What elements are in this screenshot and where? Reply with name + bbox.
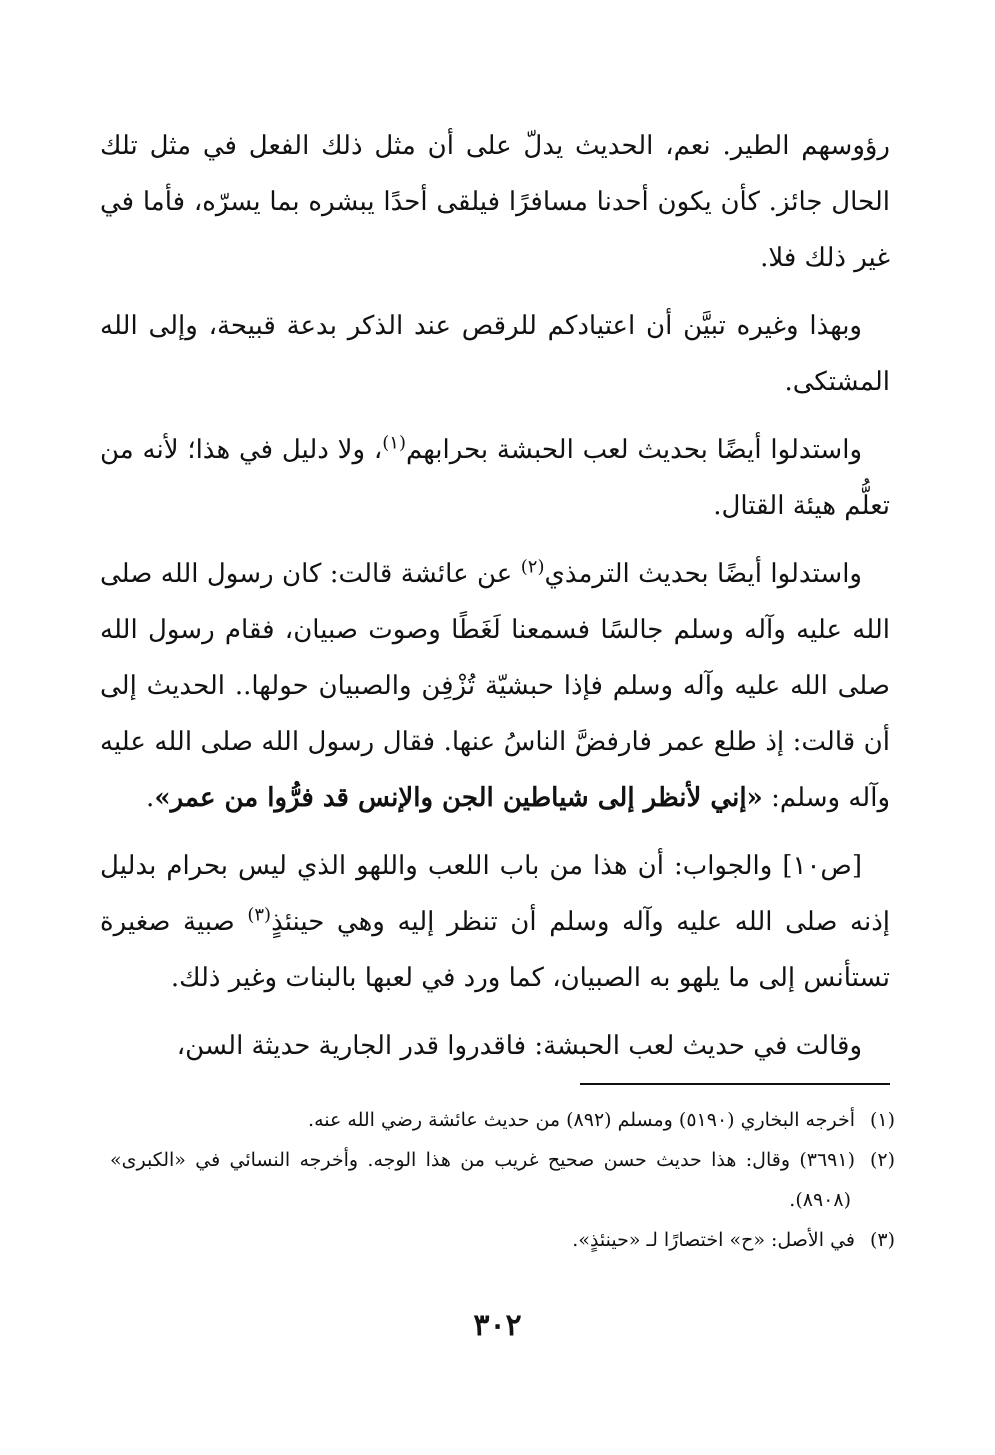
- paragraph-2-text: وبهذا وغيره تبيَّن أن اعتيادكم للرقص عند الذكر بدعة قبيحة، وإلى الله المشتكى.: [100, 311, 890, 397]
- footnote-divider: [580, 1083, 890, 1085]
- main-text: [100, 118, 890, 1086]
- paragraph-2: [100, 298, 890, 410]
- paragraph-4-before: واستدلوا أيضًا بحديث الترمذي: [544, 559, 862, 589]
- paragraph-5-before: [ص١٠] والجواب: أن هذا من باب اللعب واللهو الذي ليس بحرام بدليل إذنه صلى الله عليه وآله وسلم أن تنظر إليه وهي حينئذٍ: [100, 851, 890, 937]
- paragraph-5-after: صبية صغيرة تستأنس إلى ما يلهو به الصبيان، كما ورد في لعبها بالبنات وغير ذلك.: [100, 907, 890, 993]
- paragraph-5: [100, 838, 890, 1006]
- page-number: ٣٠٢: [473, 1308, 522, 1343]
- footnote-1: [110, 1100, 895, 1140]
- footnote-ref-2: (٢): [520, 556, 545, 578]
- footnote-ref-1: (١): [382, 432, 406, 454]
- paragraph-3: [100, 422, 890, 534]
- paragraph-3-after: ، ولا دليل في هذا؛ لأنه من تعلُّم هيئة القتال.: [100, 435, 890, 521]
- footnote-1-text: أخرجه البخاري (٥١٩٠) ومسلم (٨٩٢) من حديث عائشة رضي الله عنه.: [308, 1109, 855, 1131]
- footnote-2-number: (٢): [869, 1149, 895, 1171]
- paragraph-4: [100, 546, 890, 826]
- paragraph-3-before: واستدلوا أيضًا بحديث لعب الحبشة بحرابهم: [406, 435, 862, 465]
- footnote-2: [110, 1140, 895, 1220]
- footnote-1-number: (١): [869, 1109, 895, 1131]
- footnote-3-number: (٣): [869, 1229, 895, 1251]
- paragraph-6: [100, 1018, 890, 1074]
- footnotes: [110, 1100, 895, 1260]
- footnote-ref-3: (٣): [247, 904, 272, 926]
- hadith-quote: «إني لأنظر إلى شياطين الجن والإنس قد فرُّوا من عمر»: [154, 783, 763, 813]
- paragraph-6-text: وقالت في حديث لعب الحبشة: فاقدروا قدر الجارية حديثة السن،: [176, 1031, 862, 1061]
- footnote-2-text: (٣٦٩١) وقال: هذا حديث حسن صحيح غريب من هذا الوجه. وأخرجه النسائي في «الكبرى» (٨٩٠٨).: [110, 1149, 855, 1211]
- paragraph-4-after: عن عائشة قالت: كان رسول الله صلى الله عليه وآله وسلم جالسًا فسمعنا لَغَطًا وصوت صبيان، فقام رسول الله صلى الله عليه وآله وسلم فإذا حبشيّة تُزْفِن والصبيان حولها.. الحديث إلى أن قالت: إذ طلع عمر فارفضَّ الناسُ عنها. فقال رسول الله صلى الله عليه وآله وسلم:: [100, 559, 890, 813]
- paragraph-4-end: .: [146, 783, 155, 813]
- paragraph-1: [100, 118, 890, 286]
- paragraph-1-text: رؤوسهم الطير. نعم، الحديث يدلّ على أن مثل ذلك الفعل في مثل تلك الحال جائز. كأن يكون أحدنا مسافرًا فيلقى أحدًا يبشره بما يسرّه، فأما في غير ذلك فلا.: [100, 131, 890, 273]
- footnote-3: [110, 1220, 895, 1260]
- footnote-3-text: في الأصل: «ح» اختصارًا لـ «حينئذٍ».: [572, 1229, 855, 1251]
